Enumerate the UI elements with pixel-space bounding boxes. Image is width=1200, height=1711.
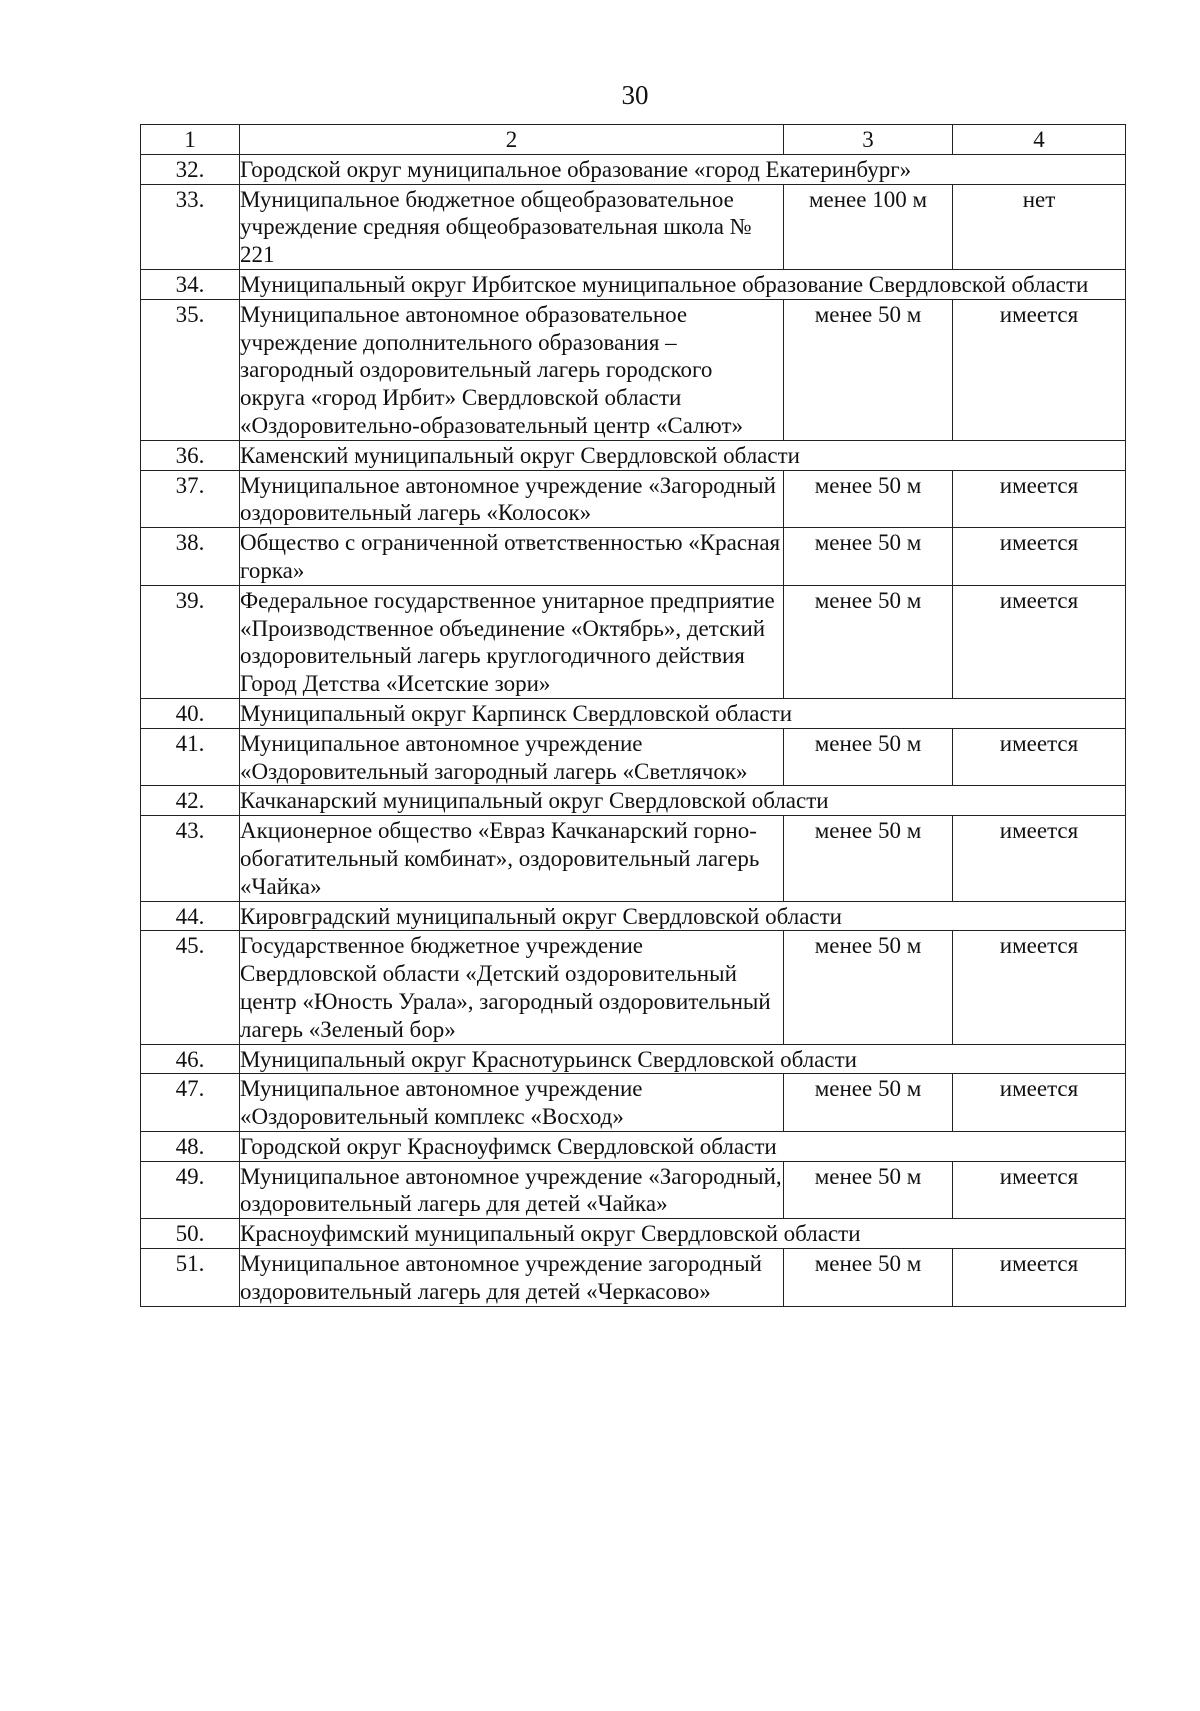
organization-name: Федеральное государственное унитарное предприятие «Производственное объединение «Октябрь», детский оздоровительный лагерь круглогодичного действия Город Детства «Исетские зори» bbox=[240, 585, 784, 698]
header-cell-3: 3 bbox=[784, 125, 953, 155]
availability-value: имеется bbox=[953, 816, 1126, 901]
row-number: 51. bbox=[141, 1249, 240, 1307]
availability-value: нет bbox=[953, 184, 1126, 269]
availability-value: имеется bbox=[953, 585, 1126, 698]
organization-name: Государственное бюджетное учреждение Свердловской области «Детский оздоровительный центр «Юность Урала», загородный оздоровительный лагерь «Зеленый бор» bbox=[240, 931, 784, 1044]
availability-value: имеется bbox=[953, 728, 1126, 786]
distance-value: менее 50 м bbox=[784, 931, 953, 1044]
distance-value: менее 50 м bbox=[784, 728, 953, 786]
row-number: 48. bbox=[141, 1131, 240, 1161]
distance-value: менее 100 м bbox=[784, 184, 953, 269]
distance-value: менее 50 м bbox=[784, 470, 953, 528]
municipality-name: Городской округ муниципальное образование «город Екатеринбург» bbox=[240, 154, 1126, 184]
table-row bbox=[141, 299, 1126, 440]
organization-name: Муниципальное автономное учреждение «Загородный, оздоровительный лагерь для детей «Чайка» bbox=[240, 1161, 784, 1219]
municipality-name: Городской округ Красноуфимск Свердловской области bbox=[240, 1131, 1126, 1161]
page-number: 30 bbox=[621, 80, 649, 110]
distance-value: менее 50 м bbox=[784, 585, 953, 698]
table-row bbox=[141, 1074, 1126, 1132]
availability-value: имеется bbox=[953, 299, 1126, 440]
header-cell-2: 2 bbox=[240, 125, 784, 155]
availability-value: имеется bbox=[953, 1249, 1126, 1307]
organization-name: Муниципальное автономное учреждение загородный оздоровительный лагерь для детей «Черкасово» bbox=[240, 1249, 784, 1307]
organization-name: Общество с ограниченной ответственностью «Красная горка» bbox=[240, 528, 784, 586]
table-group-row bbox=[141, 440, 1126, 470]
table-group-row bbox=[141, 1219, 1126, 1249]
row-number: 46. bbox=[141, 1044, 240, 1074]
row-number: 32. bbox=[141, 154, 240, 184]
availability-value: имеется bbox=[953, 528, 1126, 586]
table-group-row bbox=[141, 786, 1126, 816]
row-number: 50. bbox=[141, 1219, 240, 1249]
availability-value: имеется bbox=[953, 1074, 1126, 1132]
distance-value: менее 50 м bbox=[784, 528, 953, 586]
municipality-name: Каменский муниципальный округ Свердловской области bbox=[240, 440, 1126, 470]
table-group-row bbox=[141, 1044, 1126, 1074]
organization-name: Муниципальное автономное учреждение «Оздоровительный загородный лагерь «Светлячок» bbox=[240, 728, 784, 786]
municipality-name: Качканарский муниципальный округ Свердловской области bbox=[240, 786, 1126, 816]
organization-name: Муниципальное автономное учреждение «Оздоровительный комплекс «Восход» bbox=[240, 1074, 784, 1132]
organization-name: Муниципальное автономное образовательное учреждение дополнительного образования – загородный оздоровительный лагерь городского округа «город Ирбит» Свердловской области «Оздоровительно-образовательный центр «Салют» bbox=[240, 299, 784, 440]
municipality-name: Муниципальный округ Карпинск Свердловской области bbox=[240, 698, 1126, 728]
table-row bbox=[141, 816, 1126, 901]
table-group-row bbox=[141, 698, 1126, 728]
header-cell-1: 1 bbox=[141, 125, 240, 155]
row-number: 35. bbox=[141, 299, 240, 440]
table-row bbox=[141, 470, 1126, 528]
row-number: 43. bbox=[141, 816, 240, 901]
table-group-row bbox=[141, 154, 1126, 184]
table-row bbox=[141, 728, 1126, 786]
municipality-name: Муниципальный округ Краснотурьинск Свердловской области bbox=[240, 1044, 1126, 1074]
organization-name: Акционерное общество «Евраз Качканарский горно-обогатительный комбинат», оздоровительный лагерь «Чайка» bbox=[240, 816, 784, 901]
row-number: 33. bbox=[141, 184, 240, 269]
table-row bbox=[141, 528, 1126, 586]
distance-value: менее 50 м bbox=[784, 816, 953, 901]
municipality-name: Муниципальный округ Ирбитское муниципальное образование Свердловской области bbox=[240, 269, 1126, 299]
row-number: 39. bbox=[141, 585, 240, 698]
table-row bbox=[141, 1161, 1126, 1219]
row-number: 45. bbox=[141, 931, 240, 1044]
organization-name: Муниципальное бюджетное общеобразовательное учреждение средняя общеобразовательная школа № 221 bbox=[240, 184, 784, 269]
availability-value: имеется bbox=[953, 470, 1126, 528]
distance-value: менее 50 м bbox=[784, 1249, 953, 1307]
facilities-table bbox=[140, 124, 1126, 1307]
row-number: 41. bbox=[141, 728, 240, 786]
organization-name: Муниципальное автономное учреждение «Загородный оздоровительный лагерь «Колосок» bbox=[240, 470, 784, 528]
row-number: 36. bbox=[141, 440, 240, 470]
municipality-name: Красноуфимский муниципальный округ Свердловской области bbox=[240, 1219, 1126, 1249]
distance-value: менее 50 м bbox=[784, 1074, 953, 1132]
row-number: 42. bbox=[141, 786, 240, 816]
table-header-row bbox=[141, 125, 1126, 155]
table-row bbox=[141, 184, 1126, 269]
header-cell-4: 4 bbox=[953, 125, 1126, 155]
table-group-row bbox=[141, 1131, 1126, 1161]
row-number: 38. bbox=[141, 528, 240, 586]
table-row bbox=[141, 1249, 1126, 1307]
table-group-row bbox=[141, 269, 1126, 299]
row-number: 44. bbox=[141, 901, 240, 931]
row-number: 37. bbox=[141, 470, 240, 528]
row-number: 47. bbox=[141, 1074, 240, 1132]
distance-value: менее 50 м bbox=[784, 299, 953, 440]
table-row bbox=[141, 931, 1126, 1044]
distance-value: менее 50 м bbox=[784, 1161, 953, 1219]
table-row bbox=[141, 585, 1126, 698]
table-group-row bbox=[141, 901, 1126, 931]
row-number: 34. bbox=[141, 269, 240, 299]
row-number: 49. bbox=[141, 1161, 240, 1219]
availability-value: имеется bbox=[953, 931, 1126, 1044]
row-number: 40. bbox=[141, 698, 240, 728]
availability-value: имеется bbox=[953, 1161, 1126, 1219]
municipality-name: Кировградский муниципальный округ Свердловской области bbox=[240, 901, 1126, 931]
